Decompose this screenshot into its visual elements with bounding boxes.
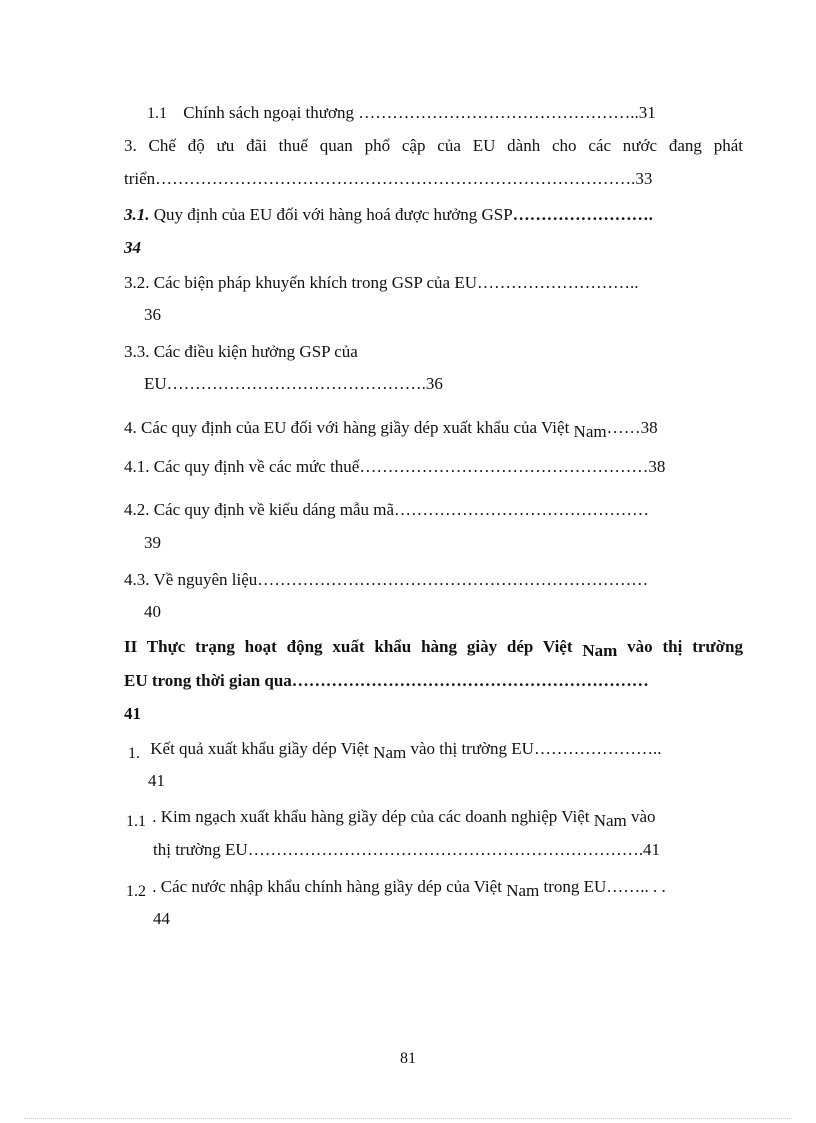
country-name: Nam [582, 641, 618, 660]
country-name: Nam [506, 881, 540, 900]
page-number: 81 [400, 1050, 416, 1067]
toc-entry-section-2: II Thực trạng hoạt động xuất khẩu hàng giày dép Việt Nam vào thị trường [124, 637, 743, 660]
toc-entry-ii-1-2: 1.2 . Các nước nhập khẩu chính hàng giầy dép của Việt Nam trong EU…….. . . [126, 877, 666, 900]
toc-entry-text: Quy định của EU đối với hàng hoá được hưởng GSP [149, 205, 513, 224]
toc-entry-4-1: 4.1. Các quy định về các mức thuế……………………………………………38 [124, 457, 666, 476]
toc-entry-3: 3. Chế độ ưu đãi thuế quan phổ cập của EU dành cho các nước đang phát [124, 136, 743, 155]
toc-entry-page: 41 [148, 771, 165, 790]
country-name: Nam [373, 743, 407, 762]
toc-entry-number: 1.1 [147, 105, 167, 122]
toc-entry-section-2-continuation: EU trong thời gian qua……………………………………………………… [124, 671, 649, 690]
toc-entry-number: 1.2 [126, 883, 146, 900]
toc-entry-number: 3.1. [124, 205, 150, 224]
toc-entry-page: 40 [144, 602, 161, 621]
toc-entry-page: 34 [124, 238, 141, 257]
toc-entry-number: 1.1 [126, 813, 146, 830]
toc-entry-4-2: 4.2. Các quy định về kiểu dáng mẫu mã……………………………………… [124, 500, 650, 519]
toc-entry-ii-1: 1. Kết quả xuất khẩu giầy dép Việt Nam vào thị trường EU………………….. [128, 739, 662, 762]
footer-divider [24, 1118, 792, 1119]
toc-entry-text: Chính sách ngoại thương …………………………………………..31 [183, 103, 656, 122]
toc-entry-page: 36 [144, 305, 161, 324]
toc-entry-3-2: 3.2. Các biện pháp khuyến khích trong GSP của EU……………………….. [124, 273, 639, 292]
toc-entry-3-3-continuation: EU……………………………………….36 [144, 374, 443, 393]
country-name: Nam [573, 422, 607, 441]
country-name: Nam [593, 811, 627, 830]
toc-entry-1-1 [147, 103, 656, 124]
toc-entry-4-3: 4.3. Về nguyên liệu…………………………………………………………… [124, 570, 649, 589]
toc-entry-4: 4. Các quy định của EU đối với hàng giầy dép xuất khẩu của Việt Nam……38 [124, 418, 658, 441]
toc-entry-3-3: 3.3. Các điều kiện hưởng GSP của [124, 342, 358, 361]
toc-entry-3-continuation: triển………………………………………………………………………….33 [124, 169, 653, 188]
toc-entry-page: 41 [124, 704, 141, 723]
toc-entry-page: 44 [153, 909, 170, 928]
toc-entry-dots: ……………………. [512, 205, 653, 224]
toc-entry-ii-1-1-continuation: thị trường EU…………………………………………………………….41 [153, 840, 660, 859]
toc-entry-page: 39 [144, 533, 161, 552]
toc-entry-ii-1-1: 1.1 . Kim ngạch xuất khẩu hàng giầy dép của các doanh nghiệp Việt Nam vào [126, 807, 656, 830]
toc-entry-3-1 [124, 205, 653, 225]
toc-entry-number: 1. [128, 745, 140, 762]
